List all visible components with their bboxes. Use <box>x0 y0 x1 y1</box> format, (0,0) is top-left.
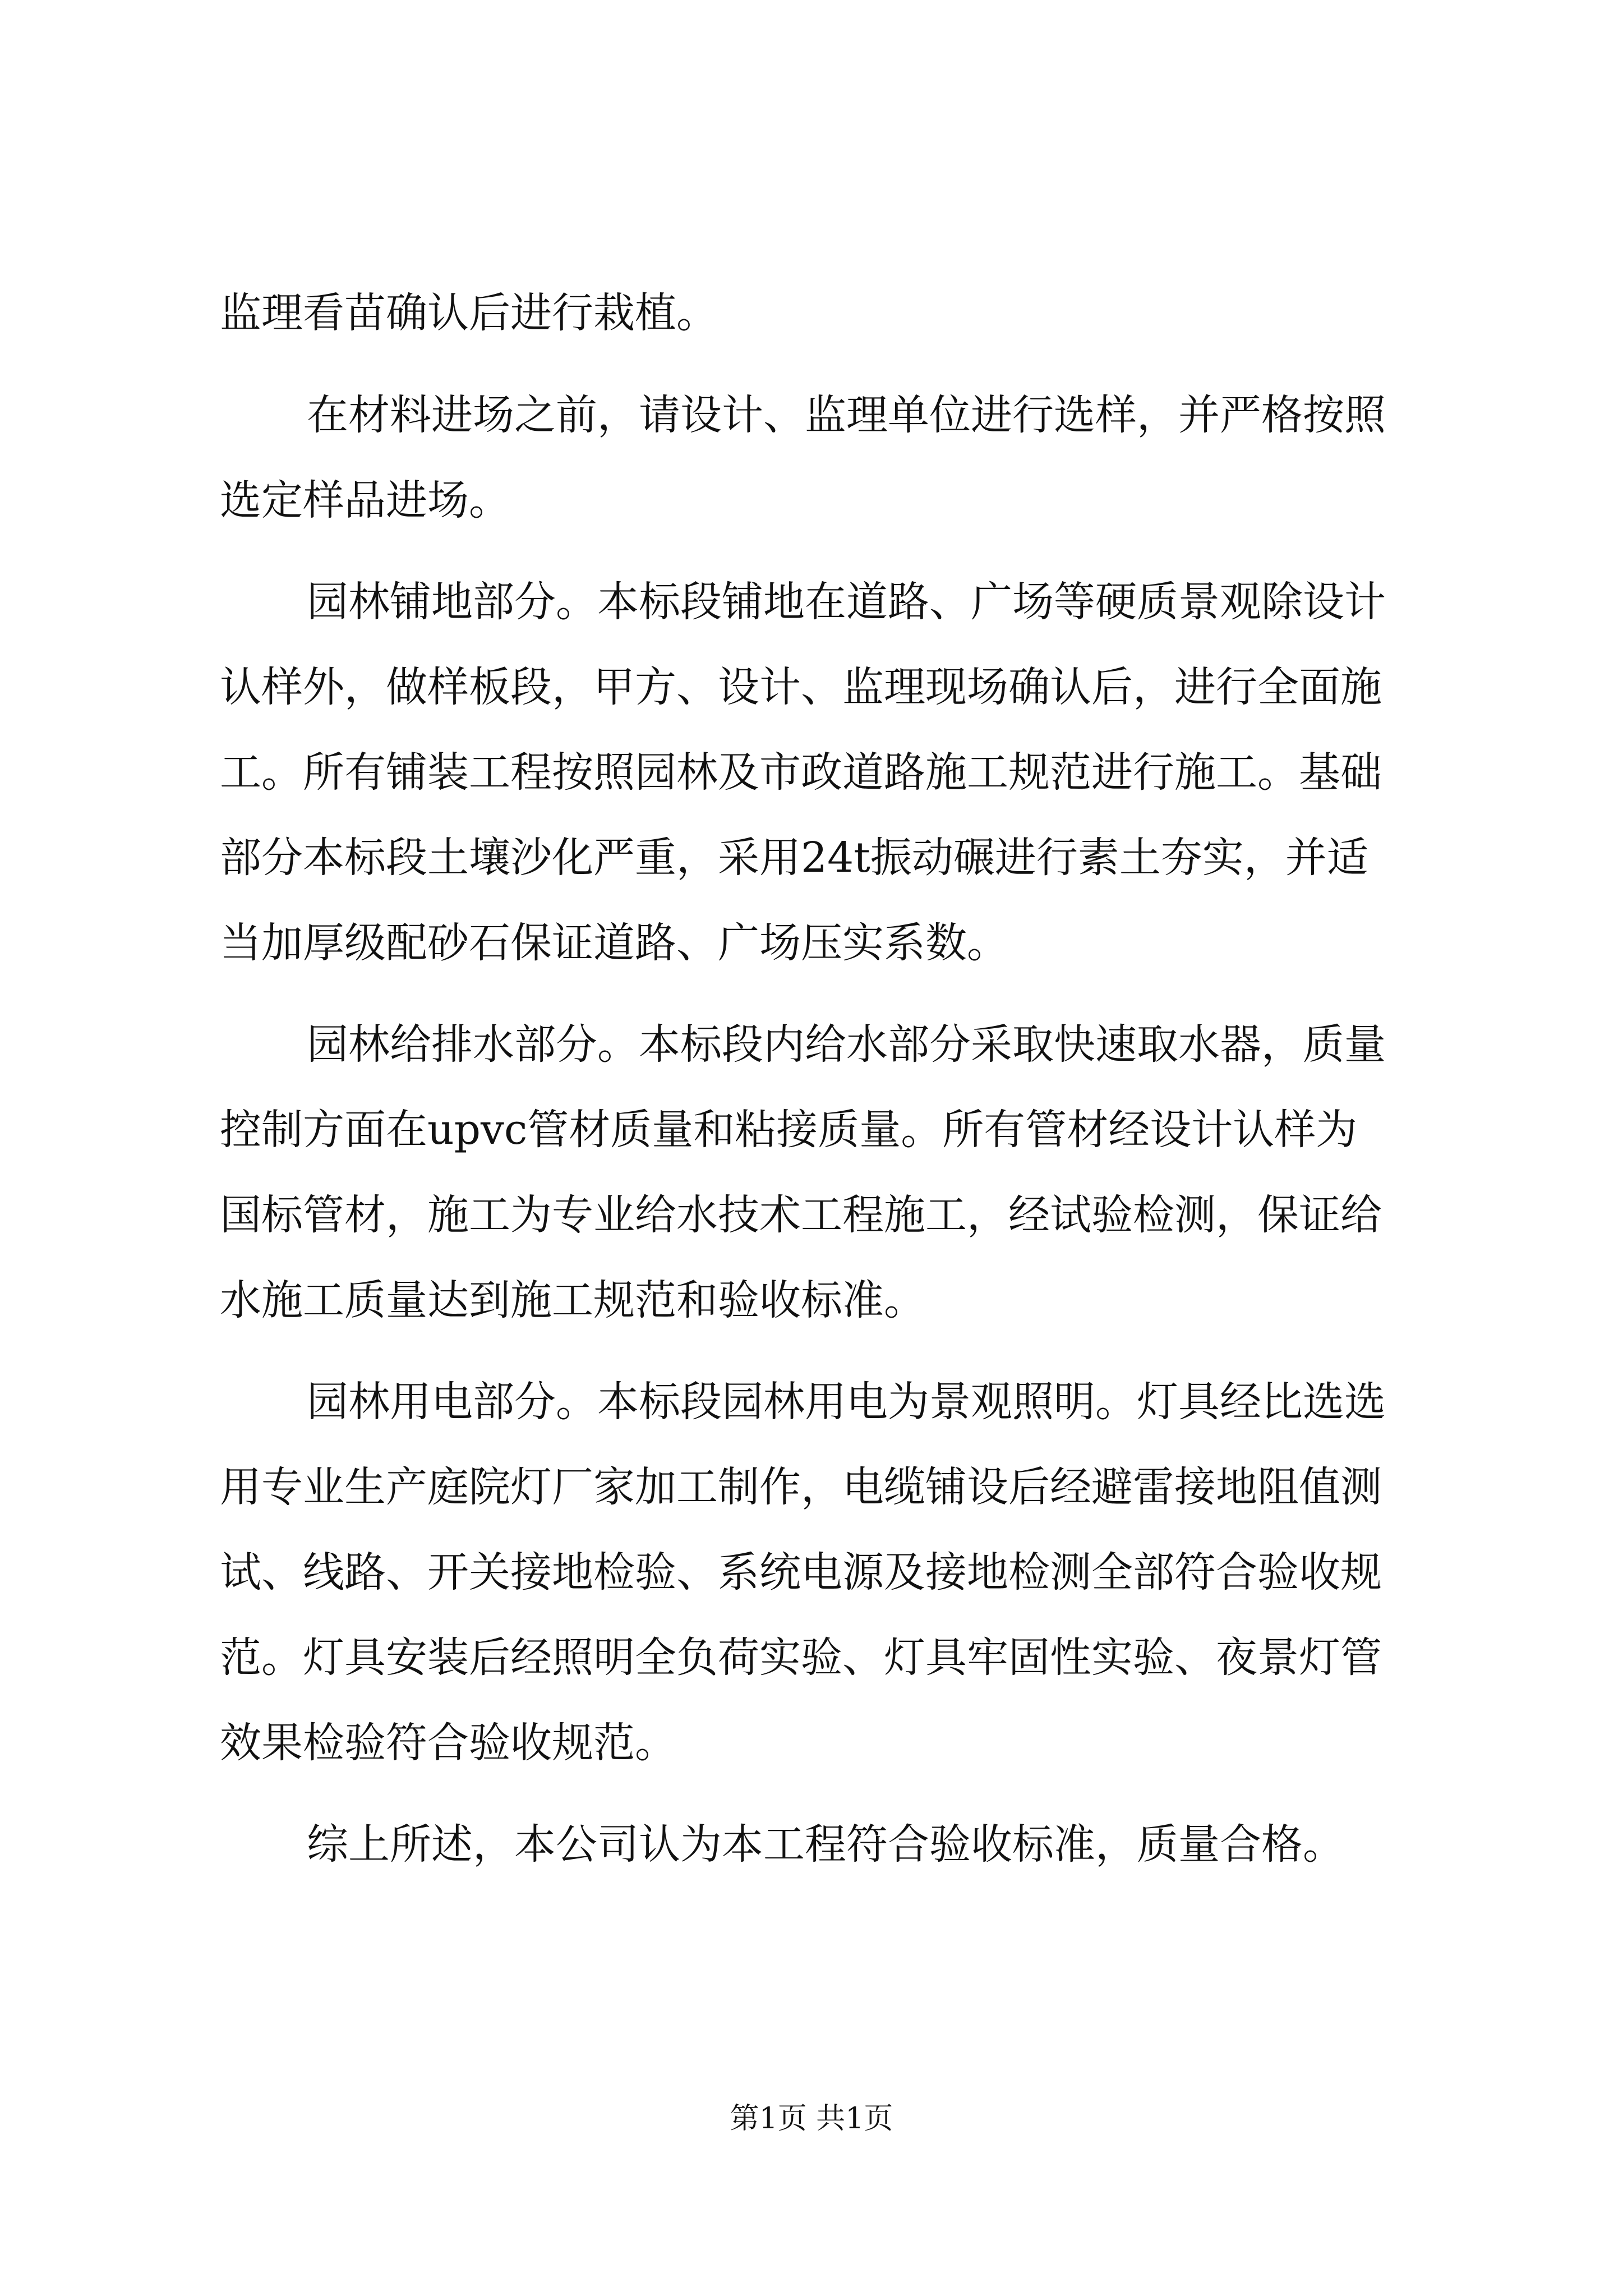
text-line: 部分本标段土壤沙化严重，采用24t振动碾进行素土夯实，并适 <box>220 834 1368 882</box>
text-line: 试、线路、开关接地检验、系统电源及接地检测全部符合验收规 <box>220 1548 1382 1596</box>
text-line: 园林用电部分。本标段园林用电为景观照明。灯具经比选选 <box>307 1378 1386 1426</box>
text-line: 工。所有铺装工程按照园林及市政道路施工规范进行施工。基础 <box>220 748 1382 797</box>
text-line: 监理看苗确认后进行栽植。 <box>220 289 718 337</box>
text-line: 控制方面在upvc管材质量和粘接质量。所有管材经设计认样为 <box>220 1106 1358 1154</box>
text-line: 范。灯具安装后经照明全负荷实验、灯具牢固性实验、夜景灯管 <box>220 1634 1382 1682</box>
text-line: 园林给排水部分。本标段内给水部分采取快速取水器，质量 <box>307 1020 1386 1069</box>
text-line: 用专业生产庭院灯厂家加工制作，电缆铺设后经避雷接地阻值测 <box>220 1463 1382 1511</box>
page-footer: 第1页 共1页 <box>730 2102 893 2136</box>
text-line: 园林铺地部分。本标段铺地在道路、广场等硬质景观除设计 <box>307 578 1386 626</box>
text-line: 认样外，做样板段，甲方、设计、监理现场确认后，进行全面施 <box>220 663 1382 711</box>
text-line: 选定样品进场。 <box>220 476 510 524</box>
text-line: 综上所述，本公司认为本工程符合验收标准，质量合格。 <box>307 1820 1344 1869</box>
text-line: 国标管材，施工为专业给水技术工程施工，经试验检测，保证给 <box>220 1191 1382 1239</box>
text-line: 当加厚级配砂石保证道路、广场压实系数。 <box>220 919 1008 967</box>
text-line: 在材料进场之前，请设计、监理单位进行选样，并严格按照 <box>307 391 1386 439</box>
text-line: 效果检验符合验收规范。 <box>220 1719 676 1767</box>
text-line: 水施工质量达到施工规范和验收标准。 <box>220 1276 925 1324</box>
